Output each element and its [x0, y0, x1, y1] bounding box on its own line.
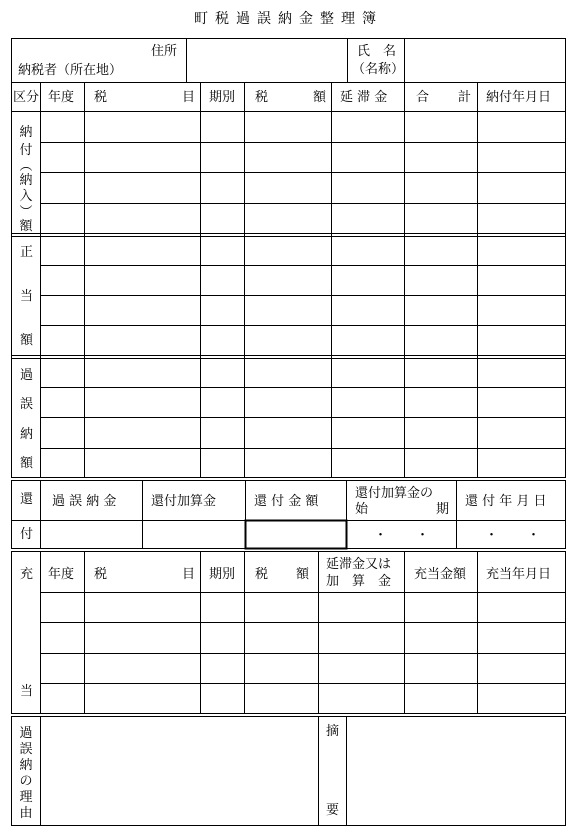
section-tekiyou-1: 摘 [326, 724, 340, 739]
col-zeimoku-1: 税 [94, 90, 108, 105]
alloc-entai-1: 延滞金又は [326, 557, 392, 572]
name-label-sub: （名称） [352, 62, 405, 77]
taxpayer-label: 納税者（所在地） [18, 63, 123, 78]
period-dot-2: ・ [416, 528, 430, 543]
col-entaikin: 延 滞 金 [340, 90, 388, 105]
period-dot-1: ・ [374, 528, 388, 543]
section-noufu: 納 付 ︵ 納 入 ︶ 額 [19, 125, 33, 234]
alloc-nendo: 年度 [48, 567, 75, 582]
address-field[interactable] [188, 40, 346, 82]
document-title: 町税過誤納金整理簿 [194, 11, 383, 27]
remarks-field[interactable] [348, 718, 564, 824]
refund-kasan-period-start: 始 [355, 502, 369, 517]
date-dot-2: ・ [527, 528, 541, 543]
section-seitou-3: 額 [20, 333, 34, 348]
alloc-zeigaku-2: 額 [296, 567, 310, 582]
section-kanpu-1: 還 [20, 492, 34, 507]
section-kago-4: 額 [20, 456, 34, 471]
section-kago-3: 納 [20, 427, 34, 442]
section-tekiyou-2: 要 [326, 803, 340, 818]
col-zeigaku-2: 額 [313, 90, 327, 105]
alloc-kibetsu: 期別 [209, 567, 236, 582]
section-seitou-2: 当 [20, 289, 34, 304]
refund-amount-box [246, 521, 347, 549]
refund-date-label: 還 付 年 月 日 [465, 494, 547, 509]
reason-field[interactable] [42, 718, 317, 824]
col-kubun: 区分 [13, 90, 40, 105]
col-goukei-1: 合 [416, 90, 430, 105]
alloc-juutou-amount: 充当金額 [414, 567, 467, 582]
address-label: 住所 [151, 44, 178, 59]
section-juutou-2: 当 [20, 684, 34, 699]
refund-kasan-period-1: 還付加算金の [355, 486, 434, 501]
col-goukei-2: 計 [458, 90, 472, 105]
col-nendo: 年度 [48, 90, 75, 105]
col-kibetsu: 期別 [209, 90, 236, 105]
alloc-zeimoku-1: 税 [94, 567, 108, 582]
section-kago-1: 過 [20, 368, 34, 383]
section-juutou-1: 充 [20, 567, 34, 582]
col-zeigaku-1: 税 [255, 90, 269, 105]
refund-kasankin: 還付加算金 [151, 494, 217, 509]
refund-kingaku: 還 付 金 額 [254, 494, 319, 509]
alloc-entai-2: 加 算 金 [326, 574, 392, 589]
section-riyuu: 過 誤 納 の 理 由 [19, 726, 33, 821]
refund-kasan-period-end: 期 [436, 502, 450, 517]
refund-kago-noufukin: 過 誤 納 金 [52, 494, 117, 509]
section-seitou-1: 正 [20, 245, 34, 260]
col-noufu-date: 納付年月日 [486, 90, 552, 105]
section-kanpu-2: 付 [20, 527, 34, 542]
section-kago-2: 誤 [20, 397, 34, 412]
name-label: 氏 名 [357, 44, 397, 59]
date-dot-1: ・ [485, 528, 499, 543]
alloc-zeimoku-2: 目 [182, 567, 196, 582]
alloc-zeigaku-1: 税 [255, 567, 269, 582]
col-zeimoku-2: 目 [182, 90, 196, 105]
alloc-juutou-date: 充当年月日 [486, 567, 552, 582]
name-field[interactable] [406, 40, 564, 82]
